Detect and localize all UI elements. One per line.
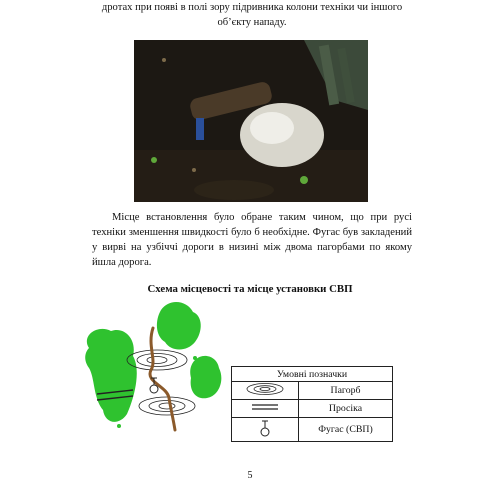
tree-cluster-right (190, 356, 221, 398)
legend-label-clearing: Просіка (299, 400, 393, 418)
legend-label-hill: Пагорб (299, 382, 393, 400)
mine-symbol-icon (232, 418, 298, 438)
scheme-caption: Схема місцевості та місце установки СВП (147, 283, 353, 295)
legend-row-mine (232, 418, 393, 442)
page-number: 5 (247, 470, 253, 481)
intro-paragraph: дротах при появі в полі зору підривника колони техніки чи іншого об’єкту нападу. (101, 2, 403, 28)
tree-cluster-top (157, 302, 201, 350)
terrain-scheme (75, 298, 255, 438)
hill-contour-icon (232, 382, 298, 396)
legend-table (231, 366, 393, 442)
clearing-lines-icon (232, 400, 298, 414)
hill-contours-lower (139, 397, 195, 415)
body-paragraph-text: Місце встановлення було обране таким чином, що при русі техніки зменшення швидкості було б необхідне. Фугас був закладений у вирві на узбіччі дороги в низині між двома пагорбами по якому йшла дорога. (92, 212, 412, 268)
field-photo (134, 40, 368, 202)
legend-label-mine: Фугас (СВП) (299, 418, 393, 442)
body-paragraph (92, 210, 412, 270)
legend-row-clearing (232, 400, 393, 418)
tree-cluster-left (85, 329, 137, 422)
legend-row-hill (232, 382, 393, 400)
hill-contours-upper (127, 350, 187, 370)
legend-title: Умовні позначки (232, 367, 393, 382)
